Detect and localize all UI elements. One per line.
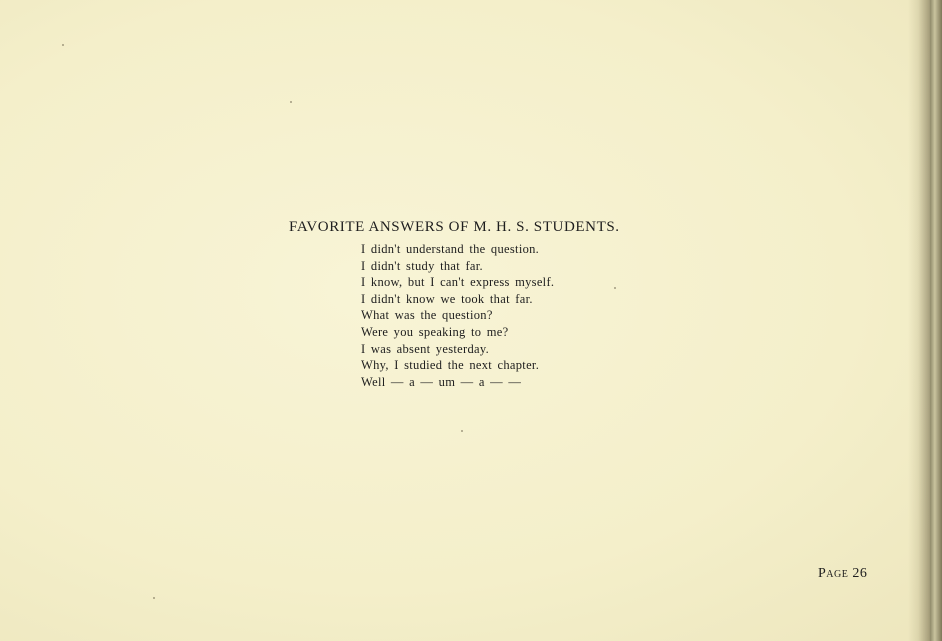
paper-speck: [153, 597, 155, 599]
answer-line: Why, I studied the next chapter.: [361, 358, 540, 373]
answer-line: I know, but I can't express myself.: [361, 275, 555, 290]
paper-speck: [62, 44, 64, 46]
page-heading: FAVORITE ANSWERS OF M. H. S. STUDENTS.: [289, 219, 620, 235]
binding-edge: [930, 0, 942, 641]
answer-line: Well — a — um — a — —: [361, 374, 522, 389]
answer-line: Were you speaking to me?: [361, 324, 509, 339]
answer-line: I was absent yesterday.: [361, 341, 490, 356]
answer-line: I didn't know we took that far.: [361, 291, 533, 306]
answer-line: I didn't study that far.: [361, 258, 483, 273]
answer-line: What was the question?: [361, 308, 493, 323]
page-number: Page 26: [818, 566, 868, 581]
paper-speck: [461, 430, 463, 432]
answers-list: [361, 241, 554, 390]
answer-line: I didn't understand the question.: [361, 242, 540, 256]
paper-speck: [614, 287, 616, 289]
paper-speck: [290, 101, 292, 103]
